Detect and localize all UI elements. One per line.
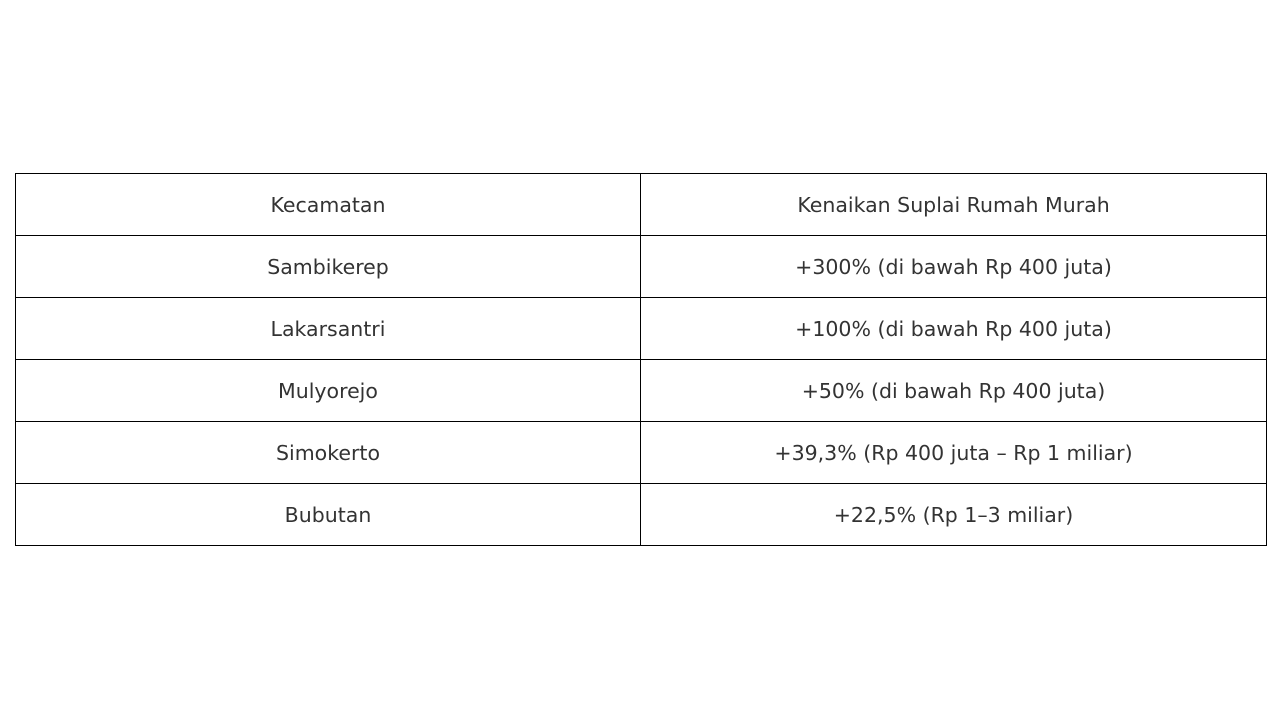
- supply-table: [15, 173, 1267, 546]
- header-kenaikan-suplai: Kenaikan Suplai Rumah Murah: [641, 174, 1267, 236]
- header-kecamatan: Kecamatan: [16, 174, 641, 236]
- table-row: [16, 236, 1267, 298]
- cell-kecamatan: Bubutan: [16, 484, 641, 546]
- cell-kenaikan: +22,5% (Rp 1–3 miliar): [641, 484, 1267, 546]
- cell-kecamatan: Lakarsantri: [16, 298, 641, 360]
- cell-kecamatan: Simokerto: [16, 422, 641, 484]
- table-row: [16, 360, 1267, 422]
- table-row: [16, 422, 1267, 484]
- table-row: [16, 298, 1267, 360]
- cell-kenaikan: +50% (di bawah Rp 400 juta): [641, 360, 1267, 422]
- cell-kenaikan: +39,3% (Rp 400 juta – Rp 1 miliar): [641, 422, 1267, 484]
- cell-kecamatan: Mulyorejo: [16, 360, 641, 422]
- cell-kenaikan: +100% (di bawah Rp 400 juta): [641, 298, 1267, 360]
- cell-kenaikan: +300% (di bawah Rp 400 juta): [641, 236, 1267, 298]
- table-row: [16, 484, 1267, 546]
- cell-kecamatan: Sambikerep: [16, 236, 641, 298]
- table-header-row: [16, 174, 1267, 236]
